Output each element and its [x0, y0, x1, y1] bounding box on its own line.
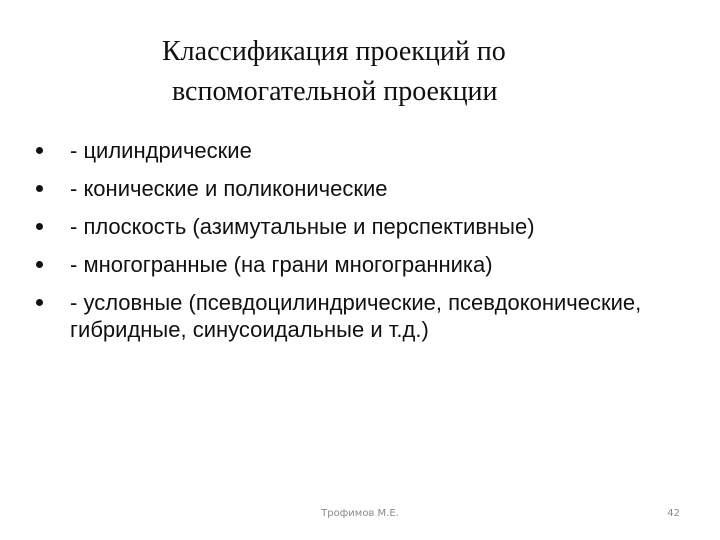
bullet-text: - конические и поликонические [70, 176, 388, 201]
slide-title-line-1: Классификация проекций по [162, 36, 506, 67]
bullet-text: - многогранные (на грани многогранника) [70, 252, 493, 277]
bullet-item-conventional [36, 289, 696, 343]
slide-title [150, 32, 570, 112]
bullet-item-cylindrical [36, 137, 696, 164]
bullet-dot-icon [36, 261, 43, 268]
page-number: 42 [667, 508, 680, 519]
bullet-dot-icon [36, 223, 43, 230]
bullet-text: - условные (псевдоцилиндрические, псевдоконические, гибридные, синусоидальные и т.д.) [70, 290, 642, 342]
bullet-list [36, 137, 696, 354]
bullet-text: - цилиндрические [70, 138, 252, 163]
footer-author: Трофимов М.Е. [321, 508, 399, 519]
bullet-dot-icon [36, 147, 43, 154]
bullet-item-polyhedral [36, 251, 696, 278]
bullet-item-plane [36, 213, 696, 240]
bullet-item-conic [36, 175, 696, 202]
bullet-dot-icon [36, 299, 43, 306]
bullet-dot-icon [36, 185, 43, 192]
slide-title-line-2: вспомогательной проекции [172, 76, 498, 107]
bullet-text: - плоскость (азимутальные и перспективные) [70, 214, 535, 239]
